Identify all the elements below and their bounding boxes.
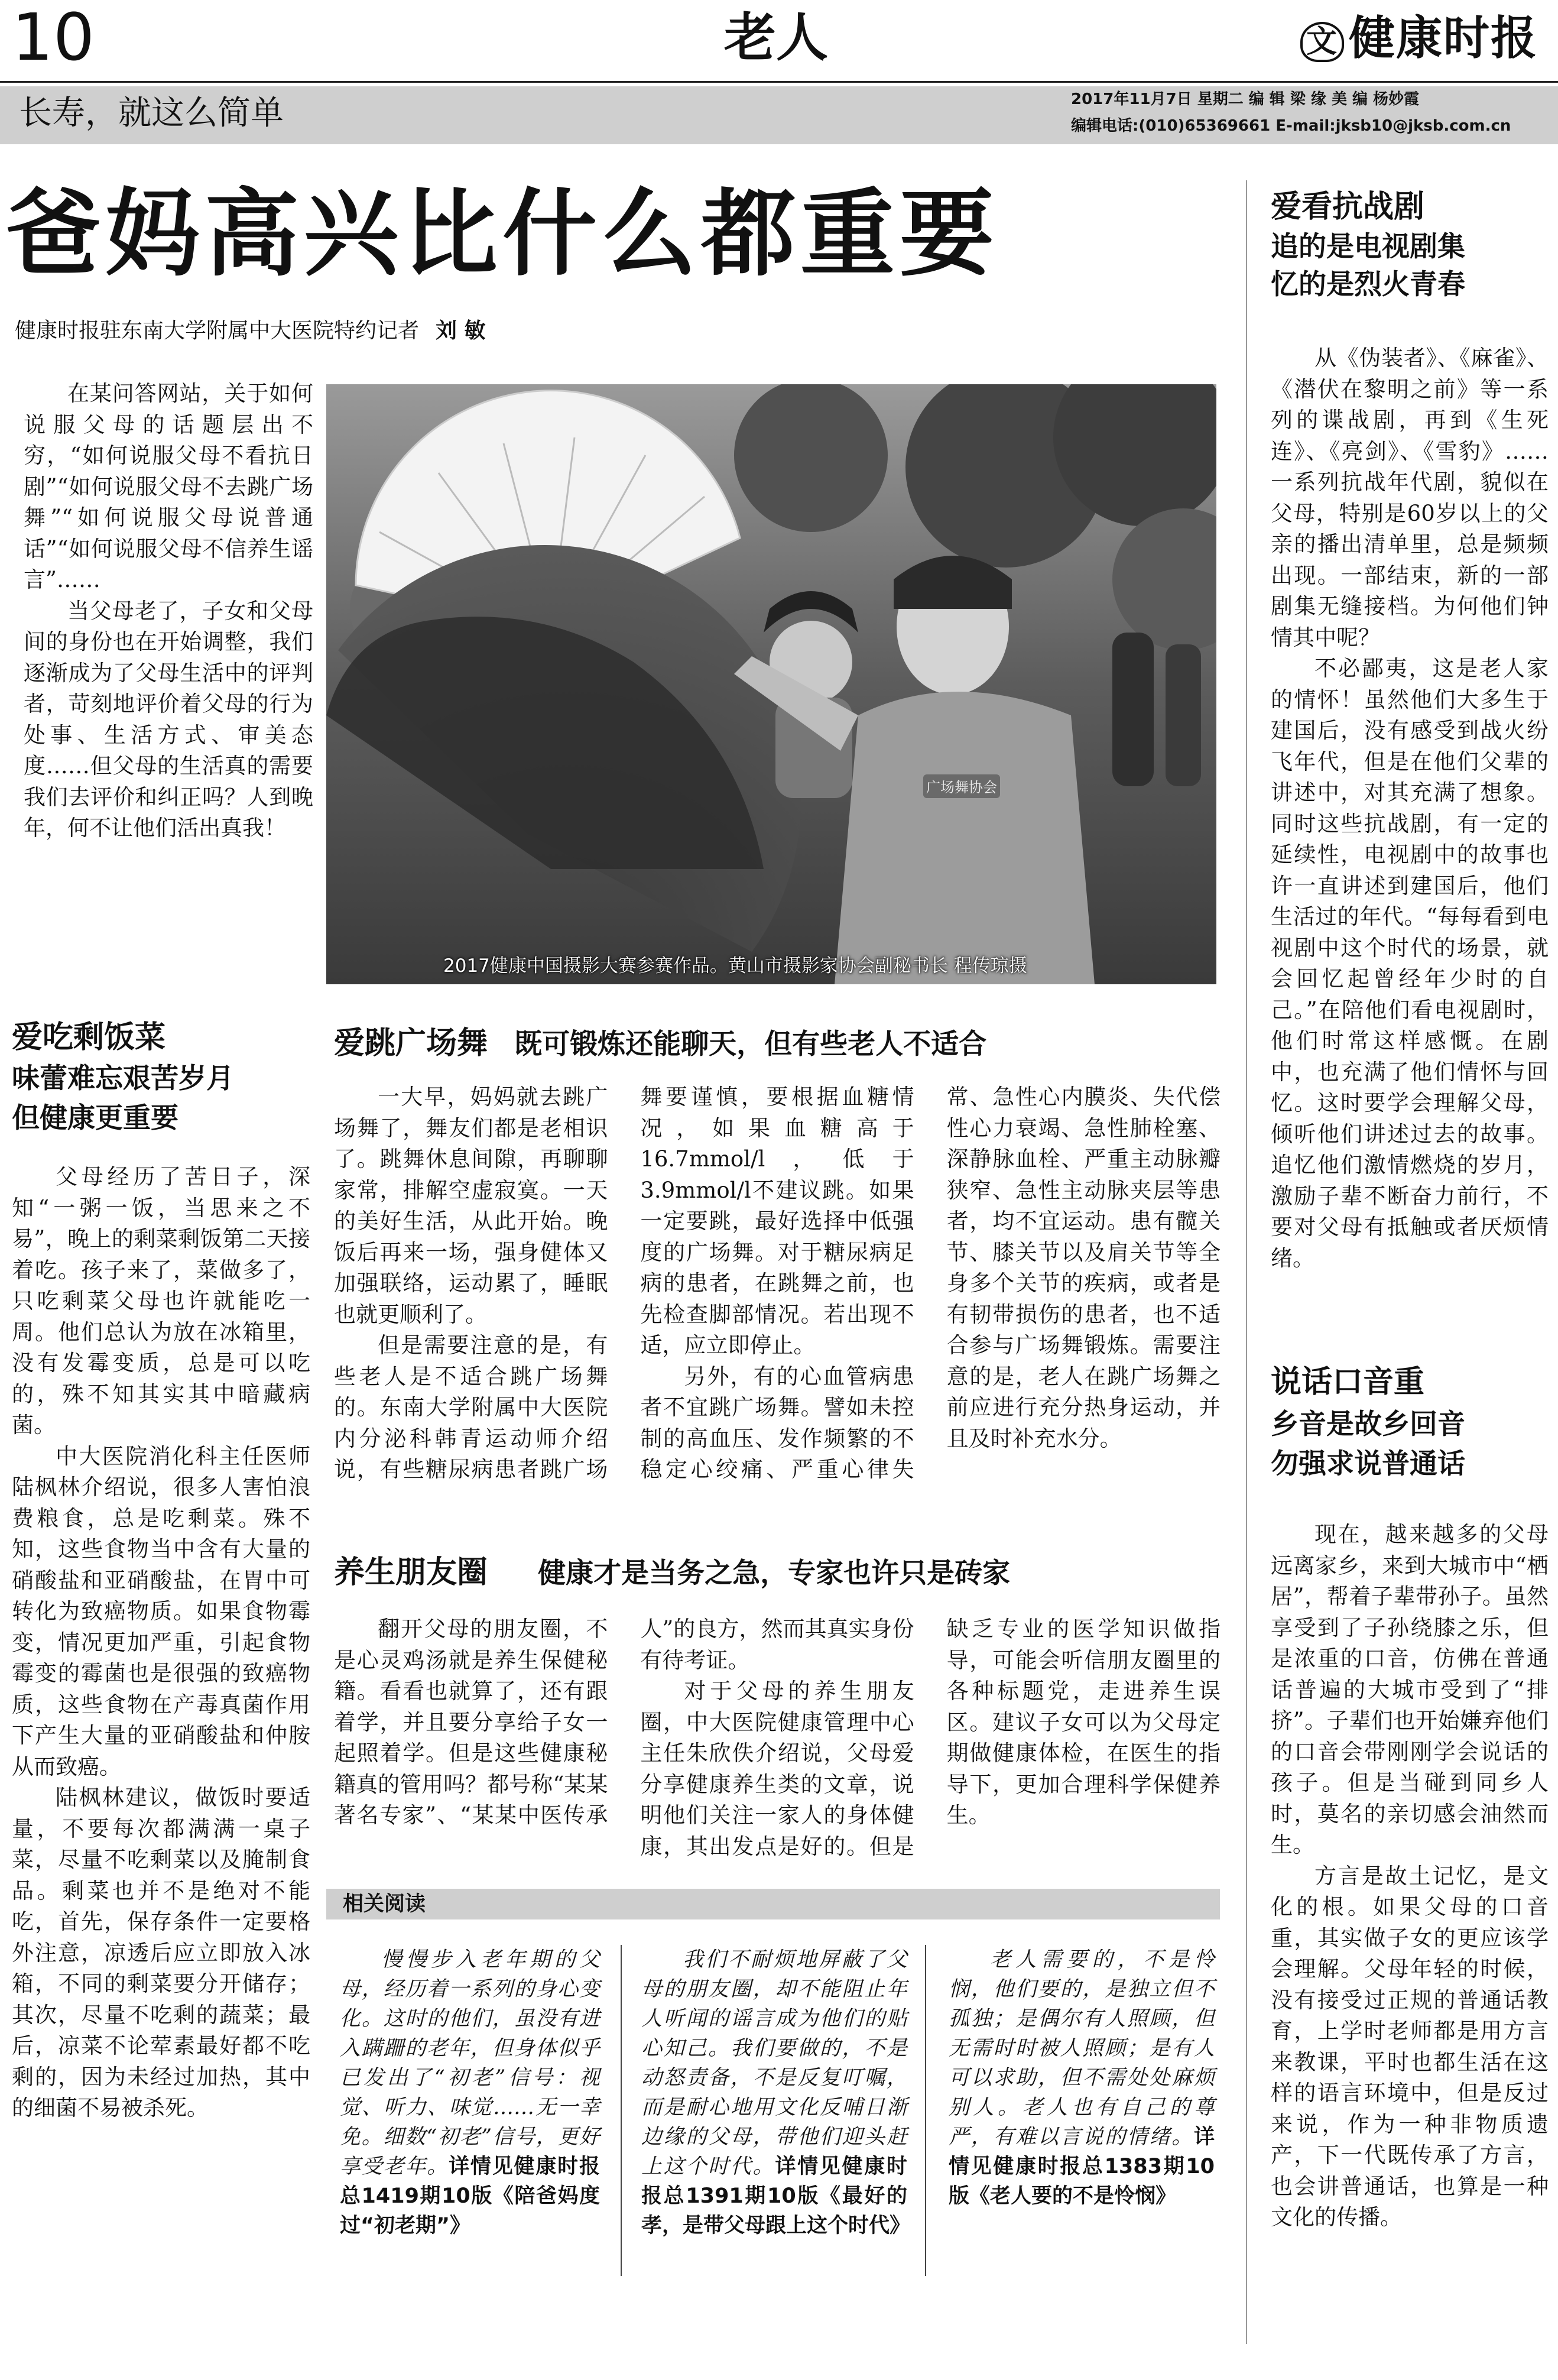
leftovers-text xyxy=(12,1162,310,2124)
logo-text: 健康时报 xyxy=(1349,11,1538,65)
dance-title: 爱跳广场舞 xyxy=(334,1026,488,1061)
lead-photo[interactable] xyxy=(326,384,1216,984)
moments-subtitle: 健康才是当务之急，专家也许只是砖家 xyxy=(538,1557,1011,1590)
lead-paragraph: 当父母老了，子女和父母间的身份也在开始调整，我们逐渐成为了父母生活中的评判者，苛刻地评价着父母的行为处事、生活方式、审美态度……但父母的生活真的需要我们去评价和纠正吗？人到晚年，何不让他们活出真我！ xyxy=(24,598,313,841)
slogan: 长寿，就这么简单 xyxy=(19,94,284,132)
moments-paragraph: 翻开父母的朋友圈，不是心灵鸡汤就是养生保健秘籍。看看也就算了，还有跟着学，并且要分享给子女一起照着学。但是这些健康秘籍真的管用吗？都号称“某某著名专家”、“某某中医传承人”的良方，然而其真实身份有待考证。 xyxy=(334,1616,914,1828)
leftovers-subtitle-2: 但健康更重要 xyxy=(12,1102,178,1134)
section-title: 老人 xyxy=(724,7,829,68)
leftovers-paragraph: 中大医院消化科主任医师陆枫林介绍说，很多人害怕浪费粮食，总是吃剩菜。殊不知，这些食物当中含有大量的硝酸盐和亚硝酸盐，在胃中可转化为致癌物质。如果食物霉变，情况更加严重，引起食物霉变的霉菌也是很强的致癌物质，这些食物在产毒真菌作用下产生大量的亚硝酸盐和仲胺从而致癌。 xyxy=(12,1443,310,1779)
leftovers-paragraph: 陆枫林建议，做饭时要适量，不要每次都满满一桌子菜，尽量不吃剩菜以及腌制食品。剩菜也并不是绝对不能吃，首先，保存条件一定要格外注意，凉透后应立即放入冰箱，不同的剩菜要分开储存；其次，尽量不吃剩的蔬菜；最后，凉菜不论荤素最好都不吃剩的，因为未经过加热，其中的细菌不易被杀死。 xyxy=(12,1785,310,2120)
shirt-text: 广场舞协会 xyxy=(926,779,997,796)
newspaper-logo[interactable] xyxy=(1300,12,1538,65)
photo-caption: 2017健康中国摄影大赛参赛作品。黄山市摄影家协会副秘书长 程传琼摄 xyxy=(443,955,1027,977)
dance-subtitle: 既可锻炼还能聊天，但有些老人不适合 xyxy=(514,1028,987,1061)
war-drama-text xyxy=(1271,343,1549,1274)
dance-heading xyxy=(334,1023,986,1064)
column-divider xyxy=(621,1945,622,2276)
dance-paragraph: 另外，有的心血管病患者不宜跳广场舞。譬如未控制的高血压、发作频繁的不稳定心绞痛、严重心律失常、急性心内膜炎、失代偿性心力衰竭、急性肺栓塞、深静脉血栓、严重主动脉瓣狭窄、急性主动脉夹层等患者，均不宜运动。患有髋关节、膝关节以及肩关节等全身多个关节的疾病，或者是有韧带损伤的患者，也不适合参与广场舞锻炼。需要注意的是，老人在跳广场舞之前应进行充分热身运动，并且及时补充水分。 xyxy=(640,1084,1221,1482)
leftovers-subtitle-1: 味蕾难忘艰苦岁月 xyxy=(12,1062,234,1095)
dance-paragraph: 但是需要注意的是，有些老人是不适合跳广场舞的。东南大学附属中大医院内分泌科韩青运动师介绍说，有些糖尿病患者跳广场舞要谨慎，要根据血糖情况，如果血糖高于16.7mmol/l，低于3.9mmol/l不建议跳。如果一定要跳，最好选择中低强度的广场舞。对于糖尿病足病的患者，在跳舞之前，也先检查脚部情况。若出现不适，应立即停止。 xyxy=(334,1084,914,1482)
related-item[interactable] xyxy=(949,1945,1215,2211)
right-column-divider xyxy=(1246,180,1247,2344)
main-headline: 爸妈高兴比什么都重要 xyxy=(6,178,999,289)
moments-paragraph: 对于父母的养生朋友圈，中大医院健康管理中心主任朱欣佚介绍说，父母爱分享健康养生类的文章，说明他们关注一家人的身体健康，其出发点是好的。但是缺乏专业的医学知识做指导，可能会听信朋友圈里的各种标题党，走进养生误区。建议子女可以为父母定期做健康体检，在医生的指导下，更加合理科学保健养生。 xyxy=(640,1616,1221,1859)
dialect-paragraph: 现在，越来越多的父母远离家乡，来到大城市中“栖居”，帮着子辈带孙子。虽然享受到了子孙绕膝之乐，但是浓重的口音，仿佛在普通话普遍的大城市受到了“排挤”。子辈们也开始嫌弃他们的口音会带刚刚学会说话的孩子。但是当碰到同乡人时，莫名的亲切感会油然而生。 xyxy=(1271,1522,1549,1857)
page-number: 10 xyxy=(12,0,95,75)
masthead-rule xyxy=(0,81,1558,83)
column-divider xyxy=(925,1945,926,2276)
byline xyxy=(15,316,486,346)
related-item-reference[interactable]: 详情见健康时报总1391期10版《最好的孝，是带父母跟上这个时代》 xyxy=(641,2155,911,2238)
moments-heading xyxy=(334,1552,1010,1593)
war-drama-title: 爱看抗战剧 xyxy=(1271,189,1425,225)
war-drama-subtitle-2: 忆的是烈火青春 xyxy=(1271,268,1465,301)
related-item-text: 老人需要的，不是怜悯，他们要的，是独立但不孤独；是偶尔有人照顾，但无需时时被人照顾；是有人可以求助，但不需处处麻烦别人。老人也有自己的尊严，有难以言说的情绪。 xyxy=(949,1948,1215,2149)
dialect-paragraph: 方言是故土记忆，是文化的根。如果父母的口音重，其实做子女的更应该学会理解。父母年轻的时候，没有接受过正规的普通话教育，上学时老师都是用方言来教课，平时也都生活在这样的语言环境中，但是反过来说，作为一种非物质遗产，下一代既传承了方言，也会讲普通话，也算是一种文化的传播。 xyxy=(1271,1863,1549,2230)
related-item[interactable] xyxy=(340,1945,600,2240)
related-item[interactable] xyxy=(641,1945,911,2240)
leftovers-title: 爱吃剩饭菜 xyxy=(12,1020,166,1055)
related-item-text: 慢慢步入老年期的父母，经历着一系列的身心变化。这时的他们，虽没有进入蹒跚的老年，但身体似乎已发出了“初老”信号：视觉、听力、味觉……无一幸免。细数“初老”信号，更好享受老年。 xyxy=(340,1948,600,2178)
byline-author: 刘 敏 xyxy=(436,319,486,343)
dialect-subtitle-2: 勿强求说普通话 xyxy=(1271,1448,1465,1480)
related-item-reference[interactable]: 详情见健康时报总1383期10版《老人要的不是怜悯》 xyxy=(949,2125,1215,2208)
lead-paragraph: 在某问答网站，关于如何说服父母的话题层出不穷，“如何说服父母不看抗日剧”“如何说服父母不去跳广场舞”“如何说服父母说普通话”“如何说服父母不信养生谣言”…… xyxy=(24,381,313,592)
related-reading-label: 相关阅读 xyxy=(343,1892,426,1916)
lead-text xyxy=(24,378,313,844)
dialect-subtitle-1: 乡音是故乡回音 xyxy=(1271,1408,1465,1441)
moments-text xyxy=(334,1614,1221,1865)
dance-text xyxy=(334,1082,1221,1519)
moments-title: 养生朋友圈 xyxy=(334,1555,488,1590)
byline-prefix: 健康时报驻东南大学附属中大医院特约记者 xyxy=(15,319,420,343)
dance-paragraph: 一大早，妈妈就去跳广场舞了，舞友们都是老相识了。跳舞休息间隙，再聊聊家常，排解空虚寂寞。一天的美好生活，从此开始。晚饭后再来一场，强身健体又加强联络，运动累了，睡眠也就更顺利了。 xyxy=(334,1084,608,1327)
war-drama-paragraph: 从《伪装者》、《麻雀》、《潜伏在黎明之前》等一系列的谍战剧，再到《生死连》、《亮剑》、《雪豹》……一系列抗战年代剧，貌似在父母，特别是60岁以上的父亲的播出清单里，总是频频出现。一部结束，新的一部剧集无缝接档。为何他们钟情其中呢？ xyxy=(1271,345,1549,650)
dialect-text xyxy=(1271,1519,1549,2233)
editor-contact[interactable]: 编辑电话:(010)65369661 E-mail:jksb10@jksb.com.cn xyxy=(1071,117,1511,135)
related-reading-bar xyxy=(326,1889,1220,1919)
related-item-reference[interactable]: 详情见健康时报总1419期10版《陪爸妈度过“初老期”》 xyxy=(340,2155,600,2238)
dateline: 2017年11月7日 星期二 编 辑 梁 缘 美 编 杨妙霞 xyxy=(1071,90,1420,108)
related-item-text: 我们不耐烦地屏蔽了父母的朋友圈，却不能阻止年人听闻的谣言成为他们的贴心知己。我们要做的，不是动怒责备，不是反复叮嘱，而是耐心地用文化反哺日渐边缘的父母，带他们迎头赶上这个时代。 xyxy=(641,1948,907,2178)
logo-mark-icon: 文 xyxy=(1300,22,1344,62)
war-drama-paragraph: 不必鄙夷，这是老人家的情怀！虽然他们大多生于建国后，没有感受到战火纷飞年代，但是在他们父辈的讲述中，对其充满了想象。同时这些抗战剧，有一定的延续性，电视剧中的故事也许一直讲述到建国后，他们生活过的年代。“每每看到电视剧中这个时代的场景，就会回忆起曾经年少时的自己。”在陪他们看电视剧时，他们时常这样感慨。在剧中，也充满了他们情怀与回忆。这时要学会理解父母，倾听他们讲述过去的故事。追忆他们激情燃烧的岁月，激励子辈不断奋力前行，不要对父母有抵触或者厌烦情绪。 xyxy=(1271,656,1549,1271)
war-drama-subtitle-1: 追的是电视剧集 xyxy=(1271,231,1465,263)
leftovers-paragraph: 父母经历了苦日子，深知“一粥一饭，当思来之不易”，晚上的剩菜剩饭第二天接着吃。孩子来了，菜做多了，只吃剩菜父母也许就能吃一周。他们总认为放在冰箱里，没有发霉变质，总是可以吃的，殊不知其实其中暗藏病菌。 xyxy=(12,1164,310,1438)
square-dance-photo-illustration xyxy=(326,384,1216,984)
dialect-title: 说话口音重 xyxy=(1271,1364,1425,1400)
